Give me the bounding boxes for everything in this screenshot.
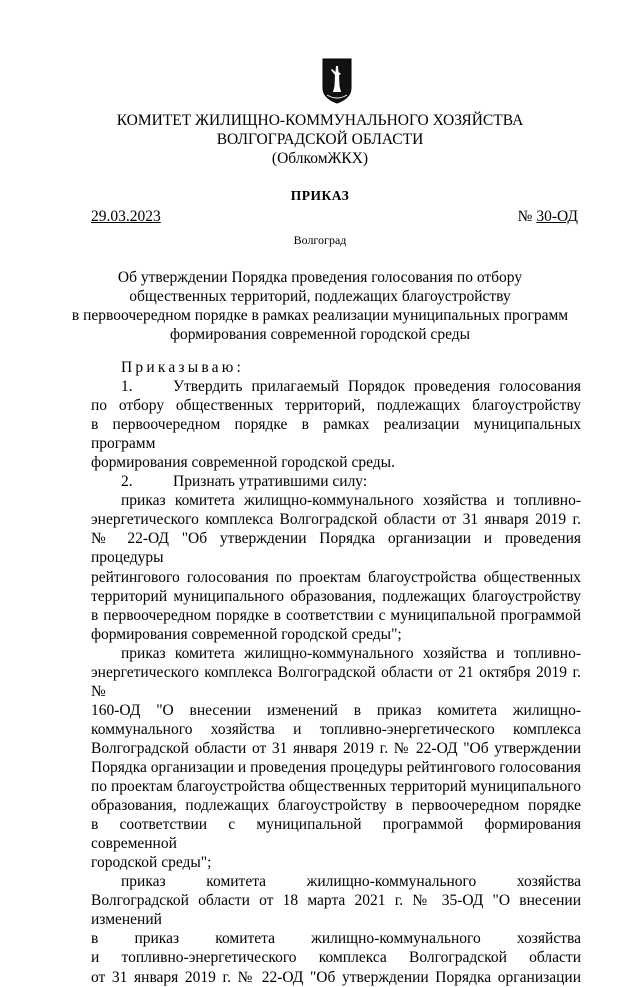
body-line: в первоочередном порядке в рамках реализации муниципальных программ <box>91 416 581 453</box>
order-word: Приказываю: <box>121 359 245 376</box>
body-line: приказ комитета жилищно-коммунального хозяйства <box>121 873 581 891</box>
document-type: ПРИКАЗ <box>290 188 350 203</box>
body-line: формирования современной городской среды. <box>91 454 395 472</box>
document-title-line: формирования современной городской среды <box>169 326 471 343</box>
document-title-line: Об утверждении Порядка проведения голосования по отбору <box>117 269 523 286</box>
body-line: энергетического комплекса Волгоградской области от 31 января 2019 г. <box>91 511 581 529</box>
org-name-line-1: КОМИТЕТ ЖИЛИЩНО-КОММУНАЛЬНОГО ХОЗЯЙСТВА <box>116 112 524 129</box>
document-body <box>91 358 581 987</box>
item-text: Признать утратившими силу: <box>173 473 368 491</box>
body-line: приказ комитета жилищно-коммунального хозяйства и топливно- <box>121 644 581 662</box>
org-abbreviation: (ОблкомЖКХ) <box>271 150 369 167</box>
body-line: городской среды"; <box>91 854 212 872</box>
item-text: Утвердить прилагаемый Порядок проведения голосования <box>173 378 581 396</box>
body-line: территорий муниципального образования, подлежащих благоустройству <box>91 587 581 605</box>
document-number-value: 30-ОД <box>536 208 578 225</box>
body-line: № 22-ОД "Об утверждении Порядка организации и проведения процедуры <box>91 530 581 567</box>
document-title-line: в первоочередном порядке в рамках реализации муниципальных программ <box>71 307 569 324</box>
body-line <box>91 377 581 396</box>
body-line: коммунального хозяйства и топливно-энергетического комплекса <box>91 720 581 738</box>
body-line: Волгоградской области от 31 января 2019 г. № 22-ОД "Об утверждении <box>91 739 581 757</box>
body-line: образования, подлежащих благоустройству в первоочередном порядке <box>91 797 581 815</box>
body-line <box>91 472 581 491</box>
body-line: Порядка организации и проведения процедуры рейтингового голосования <box>91 758 581 776</box>
body-line: 160-ОД "О внесении изменений в приказ комитета жилищно- <box>91 701 581 719</box>
body-line: в приказ комитета жилищно-коммунального хозяйства <box>91 930 581 948</box>
document-number-prefix: № <box>517 208 537 225</box>
body-line: в соответствии с муниципальной программой формирования современной <box>91 816 581 853</box>
body-line: энергетического комплекса Волгоградской области от 21 октября 2019 г. № <box>91 663 581 700</box>
document-date: 29.03.2023 <box>91 208 161 225</box>
body-line: Волгоградской области от 18 марта 2021 г. № 35-ОД "О внесении изменений <box>91 892 581 929</box>
body-line: по проектам благоустройства общественных территорий муниципального <box>91 778 581 796</box>
document-number <box>518 208 578 226</box>
body-line: по отбору общественных территорий, подлежащих благоустройству <box>91 397 581 415</box>
document-title-line: общественных территорий, подлежащих благоустройству <box>129 288 511 305</box>
body-line: приказ комитета жилищно-коммунального хозяйства и топливно- <box>121 492 581 510</box>
org-name-line-2: ВОЛГОГРАДСКОЙ ОБЛАСТИ <box>216 131 424 148</box>
body-line: от 31 января 2019 г. № 22-ОД "Об утверждении Порядка организации <box>91 968 581 986</box>
body-line: и топливно-энергетического комплекса Волгоградской области <box>91 949 581 967</box>
body-line: формирования современной городской среды"; <box>91 625 402 643</box>
body-line: рейтингового голосования по проектам благоустройства общественных <box>91 568 581 586</box>
volgograd-coat-of-arms-icon <box>322 58 352 104</box>
item-number: 2. <box>121 473 133 491</box>
document-city: Волгоград <box>293 233 347 247</box>
item-number: 1. <box>121 378 133 396</box>
body-line: в первоочередном порядке в соответствии с муниципальной программой <box>91 606 581 624</box>
